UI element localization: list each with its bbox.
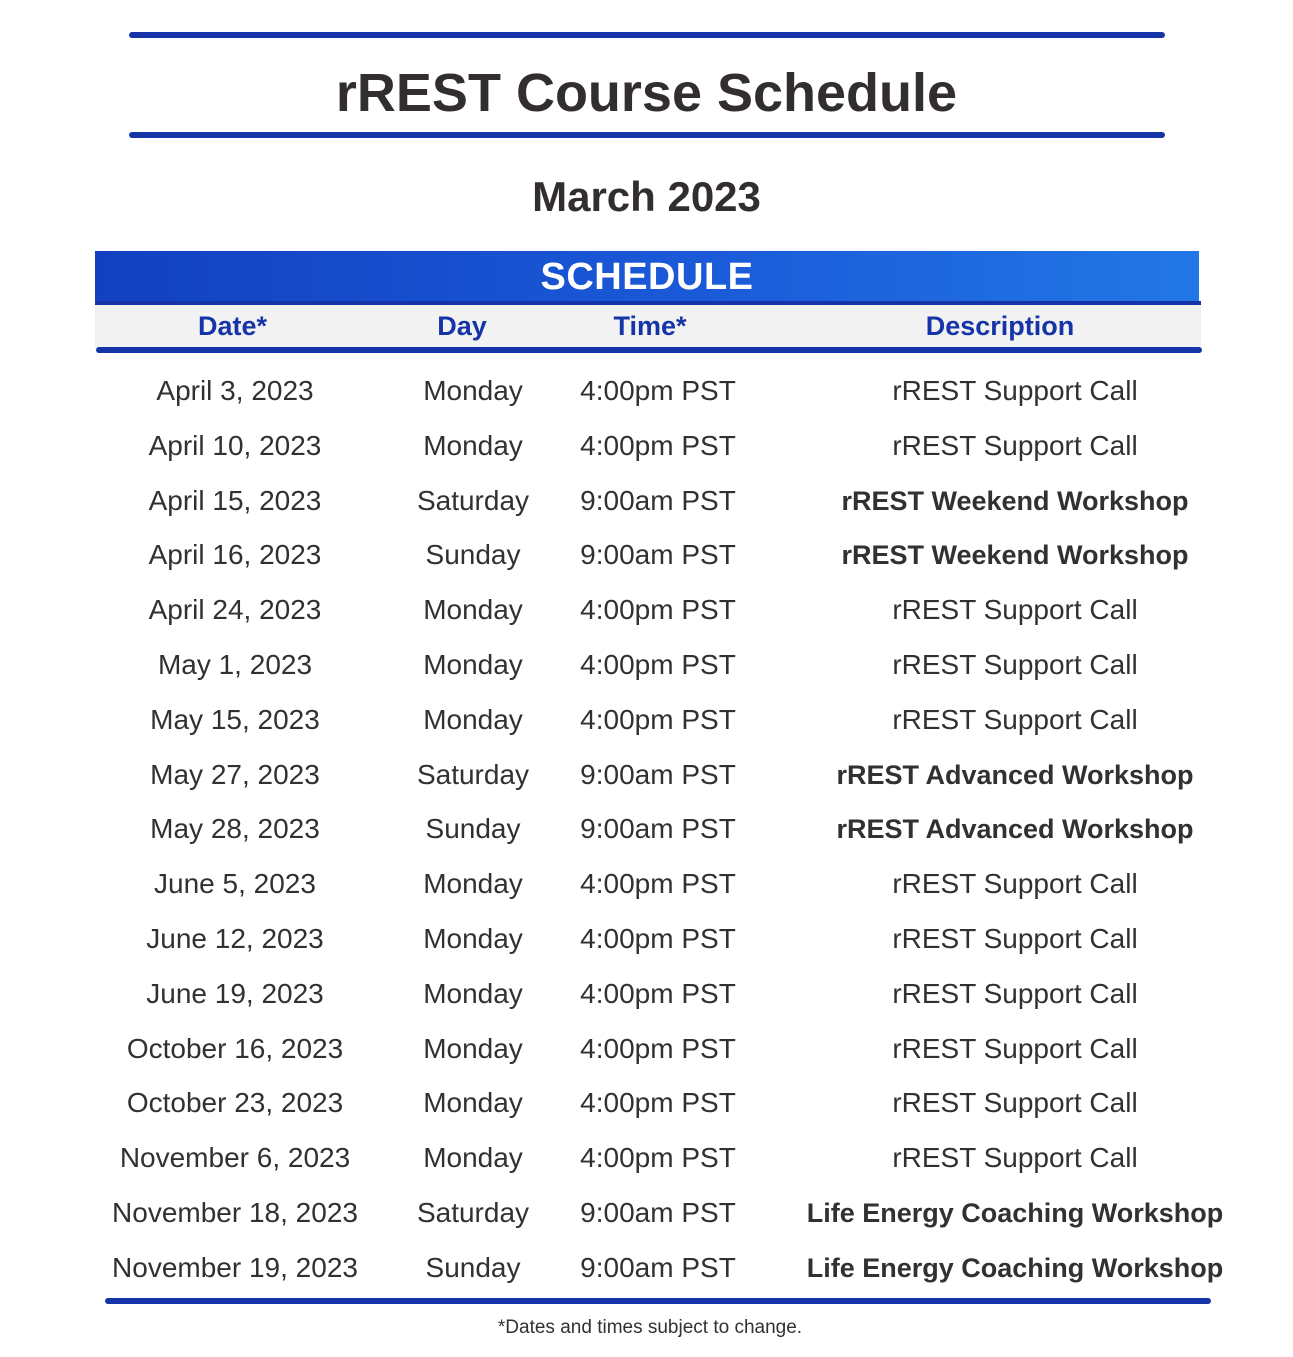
row-date: April 10, 2023 xyxy=(148,429,322,461)
row-date: May 28, 2023 xyxy=(150,813,320,845)
row-time: 4:00pm PST xyxy=(580,977,736,1009)
table-row xyxy=(0,1075,1293,1130)
title-divider xyxy=(129,132,1165,138)
row-date: November 18, 2023 xyxy=(112,1197,358,1228)
row-day: Saturday xyxy=(416,1197,530,1228)
row-date: October 16, 2023 xyxy=(126,1032,344,1064)
row-date: June 5, 2023 xyxy=(154,868,316,900)
row-time: 9:00am PST xyxy=(580,539,736,571)
bottom-divider xyxy=(105,1298,1211,1304)
row-time: 4:00pm PST xyxy=(580,923,736,954)
row-day: Monday xyxy=(423,649,523,680)
row-description: rREST Support Call xyxy=(892,868,1138,900)
row-day: Monday xyxy=(423,1032,523,1064)
table-row xyxy=(0,637,1293,692)
row-description: rREST Support Call xyxy=(892,375,1138,406)
row-date: October 23, 2023 xyxy=(126,1087,344,1119)
table-row xyxy=(0,1021,1293,1076)
row-day: Monday xyxy=(423,594,523,626)
row-day: Monday xyxy=(423,1087,523,1119)
row-time: 4:00pm PST xyxy=(580,1087,736,1119)
top-divider xyxy=(129,32,1165,38)
row-day: Monday xyxy=(423,977,523,1009)
table-header xyxy=(95,301,1201,348)
row-time: 4:00pm PST xyxy=(580,1142,736,1174)
table-row xyxy=(0,692,1293,747)
row-description: rREST Support Call xyxy=(892,649,1138,680)
column-header-time: Time* xyxy=(613,311,687,341)
row-date: April 3, 2023 xyxy=(156,375,314,406)
row-description: rREST Support Call xyxy=(892,1087,1138,1119)
row-description: rREST Support Call xyxy=(892,923,1138,954)
row-date: April 24, 2023 xyxy=(148,594,322,626)
row-description: rREST Support Call xyxy=(892,594,1138,626)
row-date: June 12, 2023 xyxy=(146,923,324,954)
table-row xyxy=(0,747,1293,802)
row-date: April 15, 2023 xyxy=(148,484,322,516)
row-day: Sunday xyxy=(425,539,521,571)
row-time: 9:00am PST xyxy=(580,1251,736,1283)
row-date: May 1, 2023 xyxy=(157,649,313,680)
row-day: Monday xyxy=(423,375,523,406)
table-row xyxy=(0,418,1293,473)
row-date: May 15, 2023 xyxy=(150,703,320,735)
column-header-date: Date* xyxy=(197,311,268,341)
row-description: rREST Support Call xyxy=(892,703,1138,735)
row-day: Monday xyxy=(423,703,523,735)
row-day: Monday xyxy=(423,868,523,900)
table-row xyxy=(0,582,1293,637)
row-description: rREST Support Call xyxy=(892,977,1138,1009)
page-subtitle: March 2023 xyxy=(532,173,761,220)
row-day: Monday xyxy=(423,429,523,461)
row-time: 4:00pm PST xyxy=(580,703,736,735)
row-time: 9:00am PST xyxy=(580,484,736,516)
row-day: Monday xyxy=(423,923,523,954)
row-time: 4:00pm PST xyxy=(580,868,736,900)
column-header-description: Description xyxy=(925,311,1075,341)
row-day: Saturday xyxy=(416,484,530,516)
row-date: November 19, 2023 xyxy=(112,1251,358,1283)
row-time: 9:00am PST xyxy=(580,813,736,845)
table-row xyxy=(0,966,1293,1021)
row-time: 4:00pm PST xyxy=(580,594,736,626)
row-time: 4:00pm PST xyxy=(580,429,736,461)
row-time: 4:00pm PST xyxy=(580,649,736,680)
row-description: rREST Advanced Workshop xyxy=(836,759,1194,790)
table-row xyxy=(0,363,1293,418)
table-row xyxy=(0,911,1293,966)
footnote: *Dates and times subject to change. xyxy=(497,1317,803,1338)
row-description: rREST Advanced Workshop xyxy=(836,814,1194,845)
table-row xyxy=(0,801,1293,856)
row-time: 9:00am PST xyxy=(580,758,736,790)
row-description: rREST Support Call xyxy=(892,1142,1138,1174)
row-description: Life Energy Coaching Workshop xyxy=(806,1198,1224,1228)
schedule-banner: SCHEDULE xyxy=(95,251,1199,301)
row-description: Life Energy Coaching Workshop xyxy=(806,1252,1224,1283)
row-date: May 27, 2023 xyxy=(150,758,320,790)
row-day: Sunday xyxy=(425,1251,521,1283)
table-row xyxy=(0,856,1293,911)
header-divider xyxy=(96,347,1202,353)
row-date: June 19, 2023 xyxy=(146,977,324,1009)
row-date: April 16, 2023 xyxy=(148,539,322,571)
row-day: Saturday xyxy=(416,758,530,790)
row-date: November 6, 2023 xyxy=(119,1142,351,1174)
row-description: rREST Support Call xyxy=(892,429,1138,461)
table-row xyxy=(0,527,1293,582)
table-row xyxy=(0,1240,1293,1295)
row-time: 9:00am PST xyxy=(580,1197,736,1228)
table-row xyxy=(0,1130,1293,1185)
row-time: 4:00pm PST xyxy=(580,375,736,406)
row-description: rREST Weekend Workshop xyxy=(841,540,1189,571)
row-day: Sunday xyxy=(425,813,521,845)
row-description: rREST Weekend Workshop xyxy=(841,485,1189,516)
table-row xyxy=(0,473,1293,528)
row-description: rREST Support Call xyxy=(892,1032,1138,1064)
table-row xyxy=(0,1185,1293,1240)
row-day: Monday xyxy=(423,1142,523,1174)
row-time: 4:00pm PST xyxy=(580,1032,736,1064)
page-title: rREST Course Schedule xyxy=(335,63,958,123)
column-header-day: Day xyxy=(437,311,487,341)
